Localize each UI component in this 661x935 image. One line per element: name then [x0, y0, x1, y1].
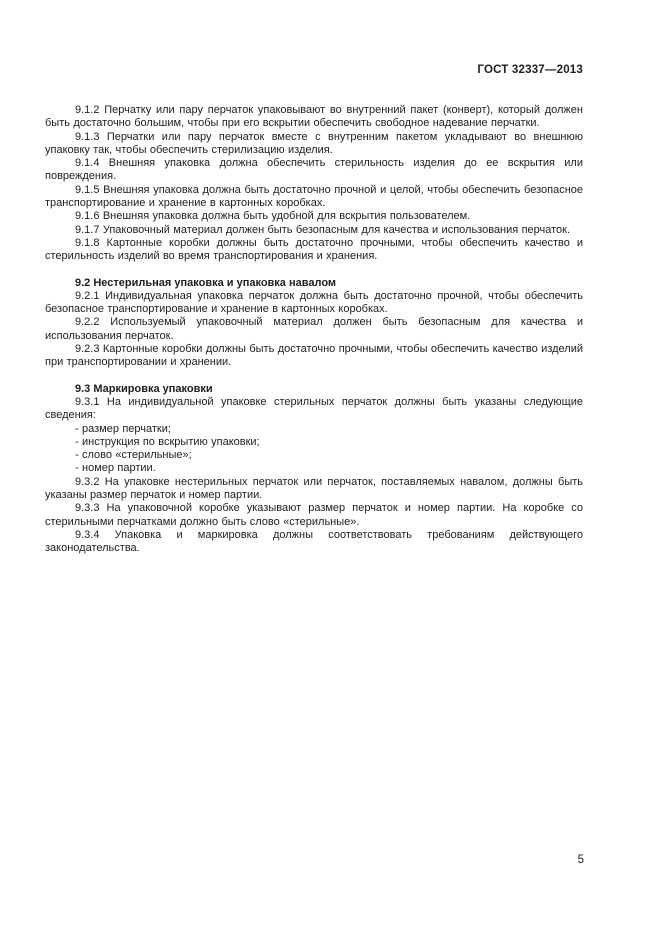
section-9-2-heading: 9.2 Нестерильная упаковка и упаковка навалом [75, 276, 337, 289]
para-9-2-1: 9.2.1 Индивидуальная упаковка перчаток должна быть достаточно прочной, чтобы обеспечить безопасное транспортирование и хранение в картонных коробках. [45, 289, 583, 316]
para-9-2-2: 9.2.2 Используемый упаковочный материал должен быть безопасным для качества и использования перчаток. [45, 316, 583, 342]
list-item-batch-number: - номер партии. [75, 462, 156, 475]
list-item-opening-instruction: - инструкция по вскрытию упаковки; [75, 435, 260, 448]
para-9-1-2: 9.1.2 Перчатку или пару перчаток упаковывают во внутренний пакет (конверт), который должен быть достаточно большим, чтобы при его вскрытии обеспечить свободное надевание перчатки. [45, 104, 583, 130]
list-item-glove-size: - размер перчатки; [75, 422, 171, 435]
para-9-3-3: 9.3.3 На упаковочной коробке указывают размер перчаток и номер партии. На коробке со стерильными перчатками должно быть слово «стерильные». [45, 502, 583, 528]
para-9-3-4: 9.3.4 Упаковка и маркировка должны соответствовать требованиям действующего законодательства. [45, 528, 583, 555]
section-9-1 [45, 104, 583, 264]
document-header [45, 64, 583, 77]
para-9-1-6: 9.1.6 Внешняя упаковка должна быть удобной для вскрытия пользователем. [75, 210, 471, 223]
section-9-3 [45, 383, 583, 556]
page-number: 5 [577, 854, 584, 866]
para-9-2-3: 9.2.3 Картонные коробки должны быть достаточно прочными, чтобы обеспечить качество изделий при транспортировании и хранении. [45, 343, 583, 369]
list-item-sterile-word: - слово «стерильные»; [75, 449, 192, 462]
standard-number: ГОСТ 32337—2013 [477, 64, 583, 76]
para-9-1-3: 9.1.3 Перчатки или пару перчаток вместе с внутренним пакетом укладывают во внешнюю упаковку так, чтобы обеспечить стерилизацию изделия. [45, 130, 583, 156]
para-9-1-4: 9.1.4 Внешняя упаковка должна обеспечить стерильность изделия до ее вскрытия или повреждения. [45, 157, 583, 183]
document-content [45, 104, 583, 556]
section-9-2 [45, 277, 583, 370]
para-9-1-8: 9.1.8 Картонные коробки должны быть достаточно прочными, чтобы обеспечить качество и стерильность изделий во время транспортирования и хранения. [45, 236, 583, 263]
section-9-3-heading: 9.3 Маркировка упаковки [75, 382, 213, 395]
para-9-1-5: 9.1.5 Внешняя упаковка должна быть достаточно прочной и целой, чтобы обеспечить безопасное транспортирование и хранение в картонных коробках. [45, 183, 583, 210]
para-9-3-1: 9.3.1 На индивидуальной упаковке стерильных перчаток должны быть указаны следующие сведения: [45, 395, 583, 422]
para-9-1-7: 9.1.7 Упаковочный материал должен быть безопасным для качества и использования перчаток. [75, 223, 571, 236]
para-9-3-2: 9.3.2 На упаковке нестерильных перчаток или перчаток, поставляемых навалом, должны быть указаны размер перчаток и номер партии. [45, 475, 583, 502]
